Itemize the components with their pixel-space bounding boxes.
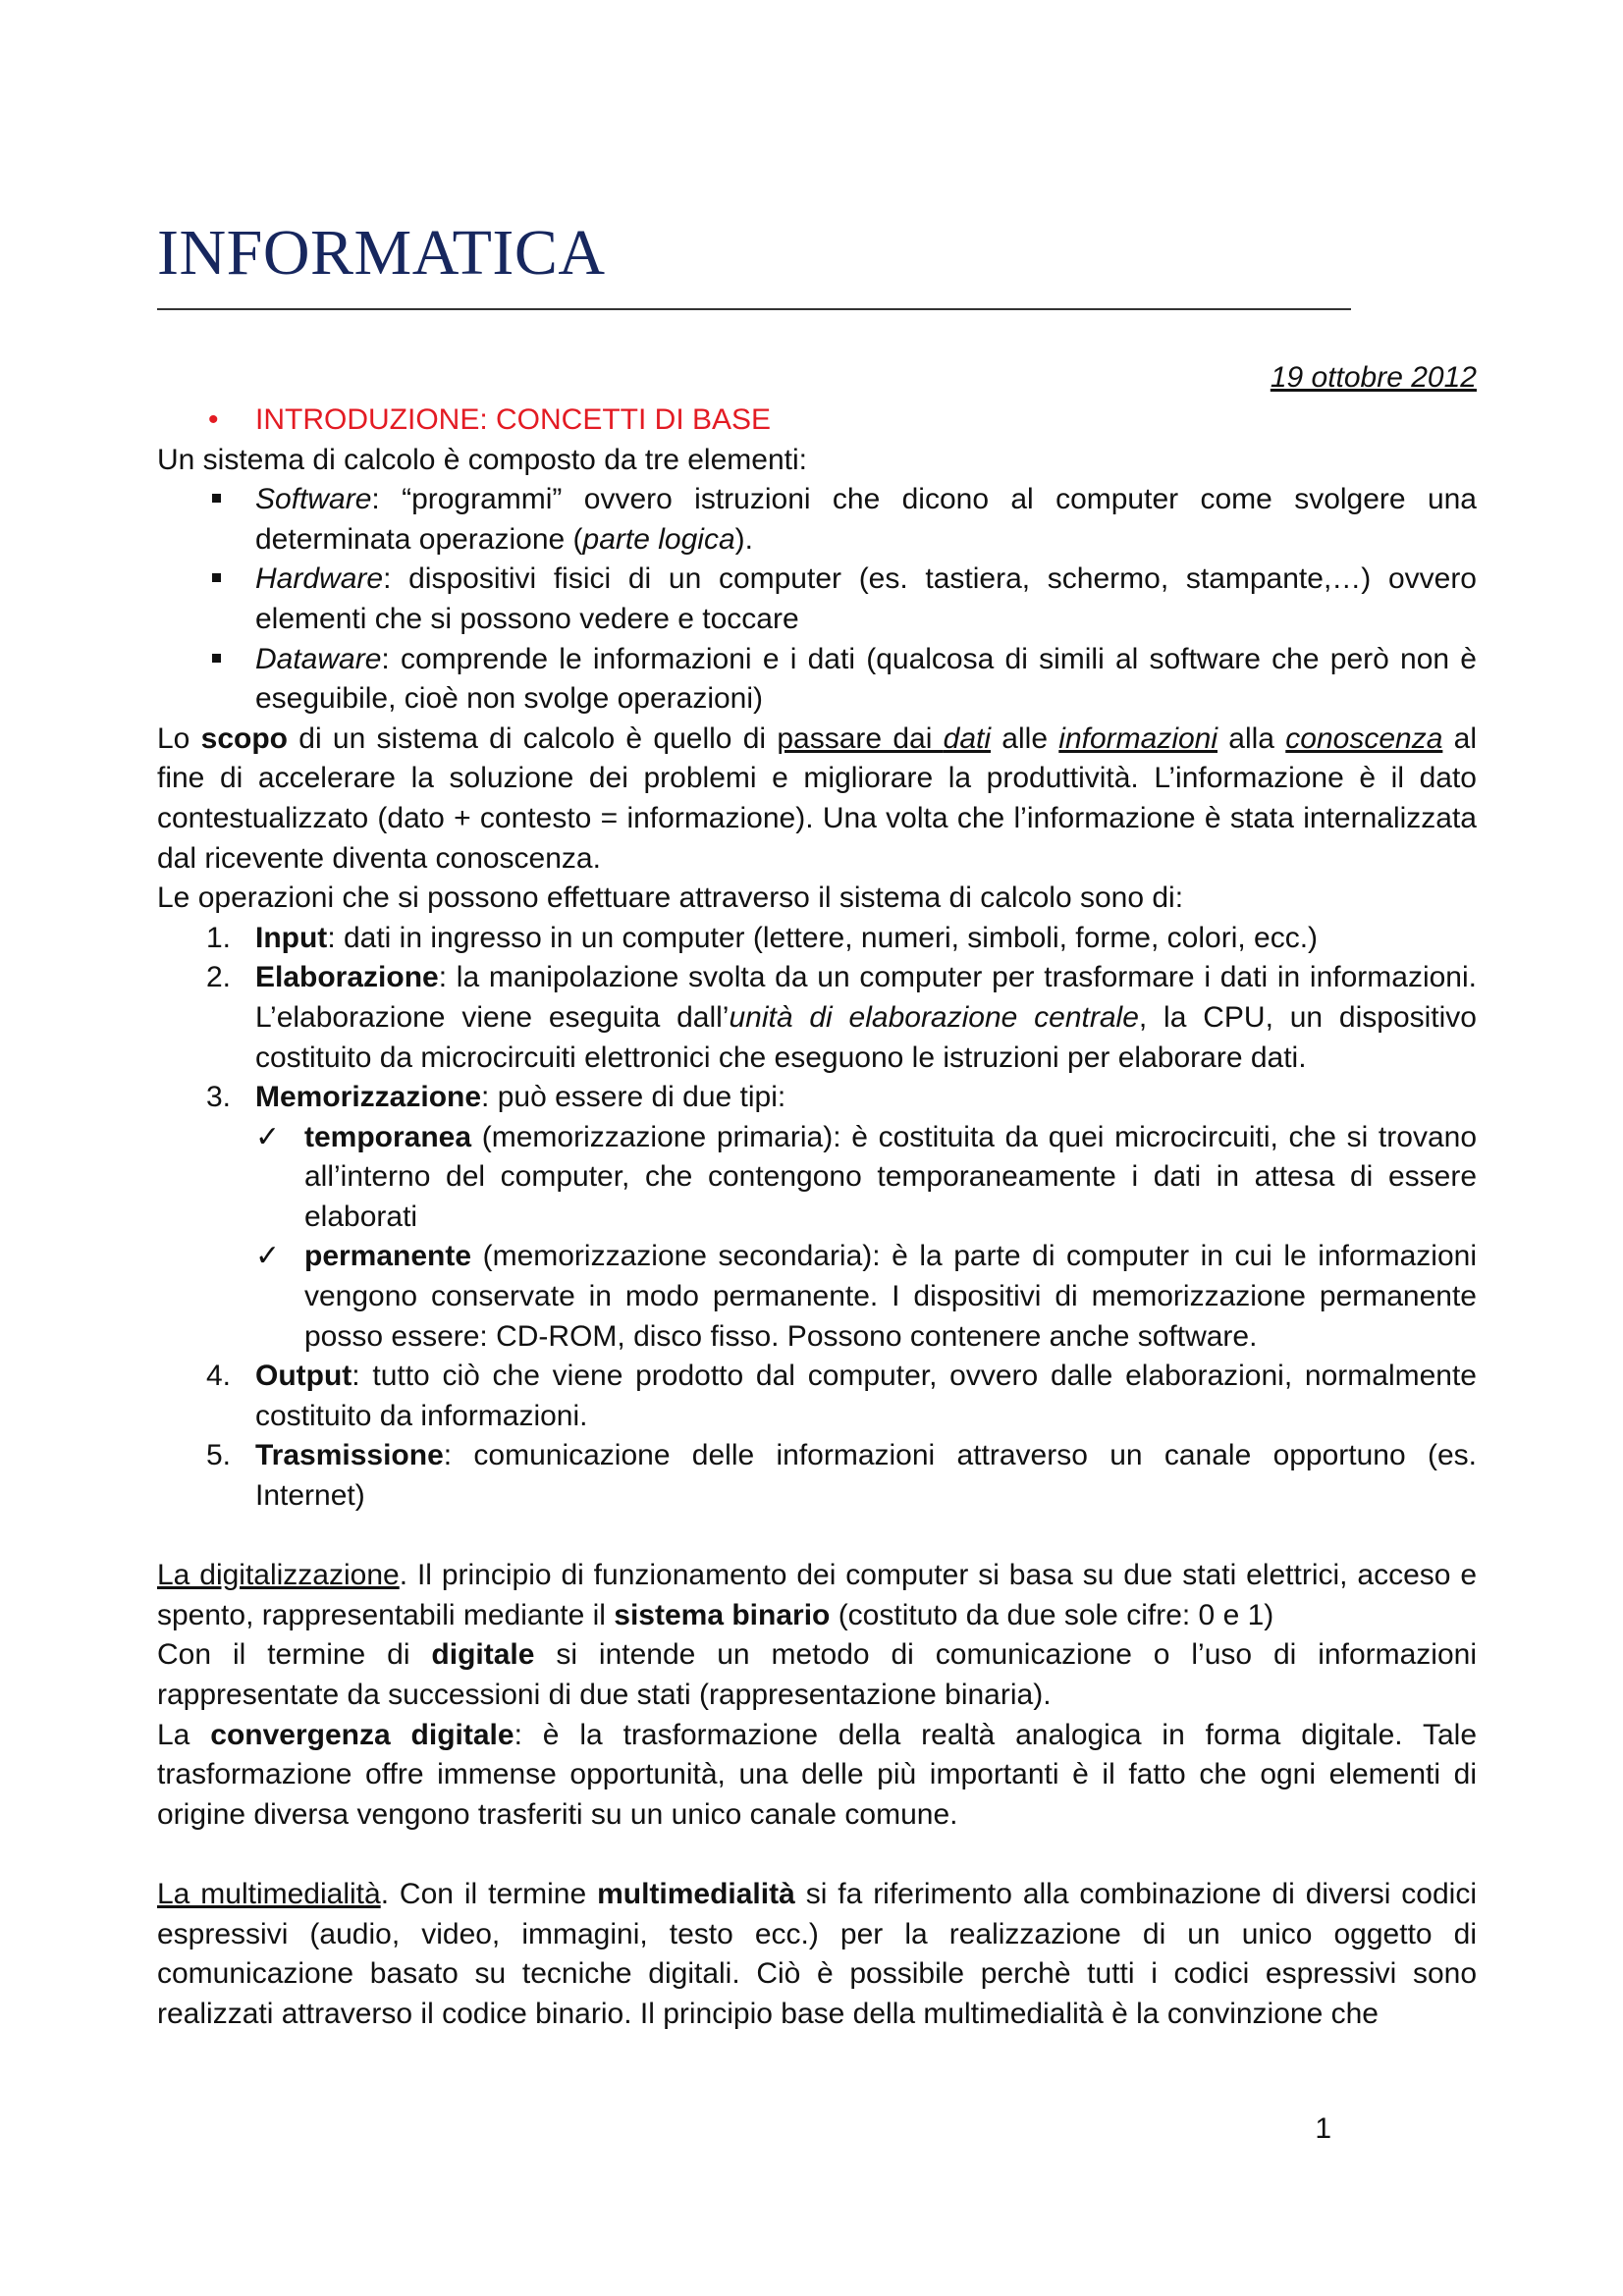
- list-item-output: 4. Output: tutto ciò che viene prodotto dal computer, ovvero dalle elaborazioni, normalmente costituito da informazioni.: [206, 1360, 1477, 1432]
- square-bullet-icon: [212, 654, 221, 663]
- title-underline: [157, 308, 1351, 310]
- list-item-trasmissione: 5. Trasmissione: comunicazione delle informazioni attraverso un canale opportuno (es. Internet): [206, 1439, 1477, 1513]
- blank-line: [157, 1835, 1477, 1875]
- digitalizzazione-paragraph: La digitalizzazione. Il principio di funzionamento dei computer si basa su due stati elettrici, acceso e spento, rappresentabili mediante il sistema binario (costituto da due sole cifre: 0 e 1): [157, 1559, 1478, 1631]
- bullet-dot-icon: •: [208, 403, 219, 436]
- intro-paragraph: Un sistema di calcolo è composto da tre elementi:: [157, 443, 807, 476]
- list-item-permanente: ✓ permanente (memorizzazione secondaria): è la parte di computer in cui le informazioni vengono conservate in modo permanente. I dispositivi di memorizzazione permanente posso essere: CD-ROM, disco fisso. Possono contenere anche software.: [157, 1237, 1477, 1357]
- convergenza-paragraph: La convergenza digitale: è la trasformazione della realtà analogica in forma digitale. Tale trasformazione offre immense opportunità, una delle più importanti è il fatto che ogni elementi di origine diversa vengono trasferiti su un unico canale comune.: [157, 1718, 1477, 1831]
- multimedialita-paragraph: La multimedialità. Con il termine multimedialità si fa riferimento alla combinazione di diversi codici espressivi (audio, video, immagini, testo ecc.) per la realizzazione di un unico oggetto di comunicazione basato su tecniche digitali. Ciò è possibile perchè tutti i codici espressivi sono realizzati attraverso il codice binario. Il principio base della multimedialità è la convinzione che: [157, 1877, 1478, 2030]
- section-heading: • INTRODUZIONE: CONCETTI DI BASE: [157, 400, 1477, 441]
- list-item-temporanea: ✓ temporanea (memorizzazione primaria): è costituita da quei microcircuiti, che si trovano all’interno del computer, che contengono temporaneamente i dati in attesa di essere elaborati: [157, 1118, 1477, 1238]
- list-item-memorizzazione: 3. Memorizzazione: può essere di due tipi:: [206, 1081, 786, 1114]
- document-title: INFORMATICA: [157, 217, 606, 289]
- scopo-paragraph: Lo scopo di un sistema di calcolo è quello di passare dai dati alle informazioni alla conoscenza al fine di accelerare la soluzione dei problemi e migliorare la produttività. L’informazione è il dato contestualizzato (dato + contesto = informazione). Una volta che l’informazione è stata internalizzata dal ricevente diventa conoscenza.: [157, 721, 1477, 875]
- document-date: 19 ottobre 2012: [1270, 361, 1477, 394]
- operations-intro: Le operazioni che si possono effettuare attraverso il sistema di calcolo sono di:: [157, 881, 1184, 915]
- blank-line: [157, 1517, 1477, 1557]
- page-number: 1: [1315, 2112, 1331, 2145]
- document-page: [157, 0, 1477, 2296]
- checkmark-icon: ✓: [255, 1120, 281, 1153]
- square-bullet-icon: [212, 494, 221, 503]
- list-item-elaborazione: 2. Elaborazione: la manipolazione svolta da un computer per trasformare i dati in informazioni. L’elaborazione viene eseguita dall’unità di elaborazione centrale, la CPU, un dispositivo costituito da microcircuiti elettronici che eseguono le istruzioni per elaborare dati.: [206, 961, 1477, 1074]
- list-item-dataware: Dataware: comprende le informazioni e i dati (qualcosa di simili al software che però non è eseguibile, cioè non svolge operazioni): [157, 640, 1477, 720]
- digitale-paragraph: Con il termine di digitale si intende un metodo di comunicazione o l’uso di informazioni rappresentate da successioni di due stati (rappresentazione binaria).: [157, 1638, 1477, 1711]
- checkmark-icon: ✓: [255, 1240, 281, 1273]
- document-body: [157, 400, 1477, 2034]
- list-item-hardware: Hardware: dispositivi fisici di un computer (es. tastiera, schermo, stampante,…) ovvero elementi che si possono vedere e toccare: [157, 560, 1477, 639]
- list-item-software: Software: “programmi” ovvero istruzioni che dicono al computer come svolgere una determinata operazione (parte logica).: [157, 480, 1477, 560]
- square-bullet-icon: [212, 573, 221, 582]
- list-item-input: 1. Input: dati in ingresso in un computer (lettere, numeri, simboli, forme, colori, ecc.): [206, 921, 1319, 954]
